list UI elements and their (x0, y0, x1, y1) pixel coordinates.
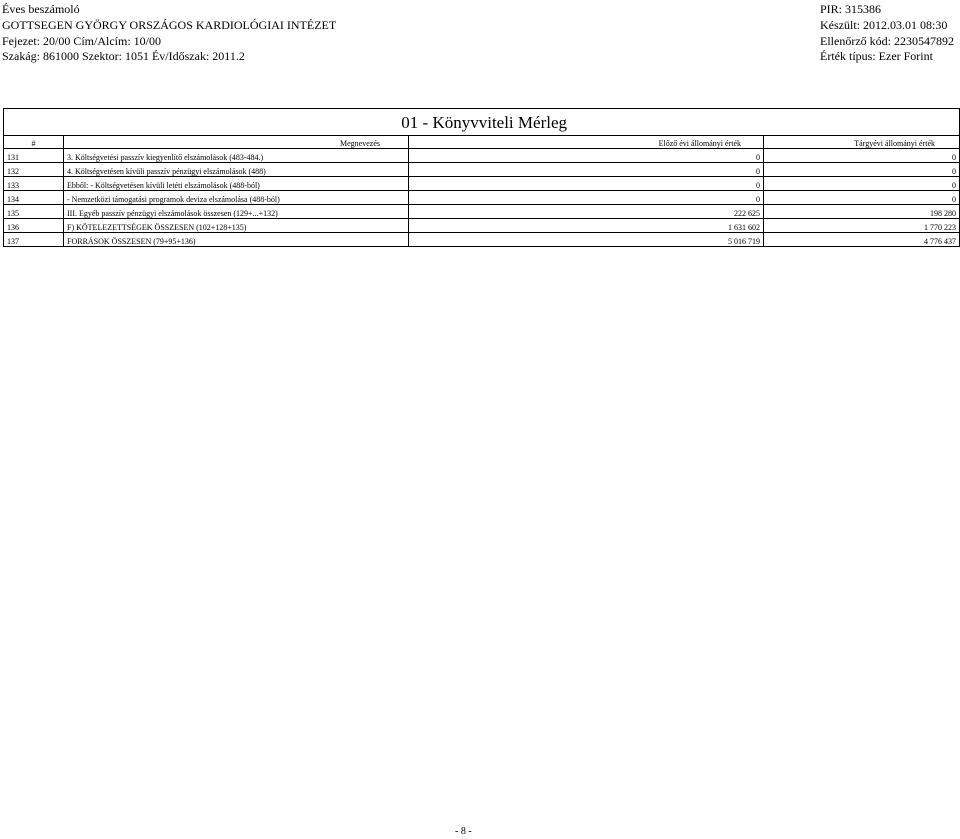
pir-number: PIR: 315386 (820, 2, 882, 16)
chapter-title-info: Fejezet: 20/00 Cím/Alcím: 10/00 (2, 34, 161, 48)
table-row (4, 205, 960, 219)
column-header-number: # (4, 136, 64, 149)
table-row (4, 233, 960, 247)
row-number-cell: 134 (4, 191, 64, 205)
created-timestamp: Készült: 2012.03.01 08:30 (820, 18, 948, 32)
row-previous-value-cell: 222 625 (409, 205, 764, 219)
column-header-name: Megnevezés (64, 136, 409, 149)
report-title: 01 - Könyvviteli Mérleg (401, 113, 567, 132)
row-current-value-cell: 0 (764, 163, 960, 177)
checksum-code: Ellenőrző kód: 2230547892 (820, 34, 954, 48)
institution-name: GOTTSEGEN GYÖRGY ORSZÁGOS KARDIOLÓGIAI INTÉZET (2, 18, 337, 32)
row-current-value-cell: 0 (764, 191, 960, 205)
row-previous-value-cell: 0 (409, 191, 764, 205)
row-number-cell: 136 (4, 219, 64, 233)
column-header-previous-year: Előző évi állományi érték (409, 136, 764, 149)
row-previous-value-cell: 0 (409, 163, 764, 177)
table-row (4, 219, 960, 233)
row-name-cell: - Nemzetközi támogatási programok deviza elszámolása (488-ból) (64, 191, 409, 205)
row-name-cell: Ebből: - Költségvetésen kívüli letéti elszámolások (488-ból) (64, 177, 409, 191)
row-number-cell: 135 (4, 205, 64, 219)
row-name-cell: F) KÖTELEZETTSÉGEK ÖSSZESEN (102+128+135) (64, 219, 409, 233)
table-header-row (4, 136, 960, 149)
row-name-cell: III. Egyéb passzív pénzügyi elszámolások összesen (129+...+132) (64, 205, 409, 219)
value-type: Érték típus: Ezer Forint (820, 49, 933, 63)
row-current-value-cell: 0 (764, 177, 960, 191)
row-current-value-cell: 4 776 437 (764, 233, 960, 247)
row-number-cell: 131 (4, 149, 64, 163)
table-row (4, 191, 960, 205)
row-previous-value-cell: 0 (409, 149, 764, 163)
table-row (4, 149, 960, 163)
report-type-label: Éves beszámoló (2, 2, 80, 16)
sector-period-info: Szakág: 861000 Szektor: 1051 Év/Időszak: 2011.2 (2, 49, 245, 63)
row-previous-value-cell: 5 016 719 (409, 233, 764, 247)
row-previous-value-cell: 0 (409, 177, 764, 191)
row-name-cell: 4. Költségvetésen kívüli passzív pénzügyi elszámolások (488) (64, 163, 409, 177)
row-number-cell: 133 (4, 177, 64, 191)
row-name-cell: FORRÁSOK ÖSSZESEN (79+95+136) (64, 233, 409, 247)
page-number: - 8 - (455, 826, 472, 837)
row-current-value-cell: 0 (764, 149, 960, 163)
row-name-cell: 3. Költségvetési passzív kiegyenlítő elszámolások (483-484.) (64, 149, 409, 163)
row-current-value-cell: 198 280 (764, 205, 960, 219)
row-number-cell: 132 (4, 163, 64, 177)
row-number-cell: 137 (4, 233, 64, 247)
table-row (4, 163, 960, 177)
row-current-value-cell: 1 770 223 (764, 219, 960, 233)
column-header-current-year: Tárgyévi állományi érték (764, 136, 960, 149)
table-row (4, 177, 960, 191)
row-previous-value-cell: 1 631 602 (409, 219, 764, 233)
